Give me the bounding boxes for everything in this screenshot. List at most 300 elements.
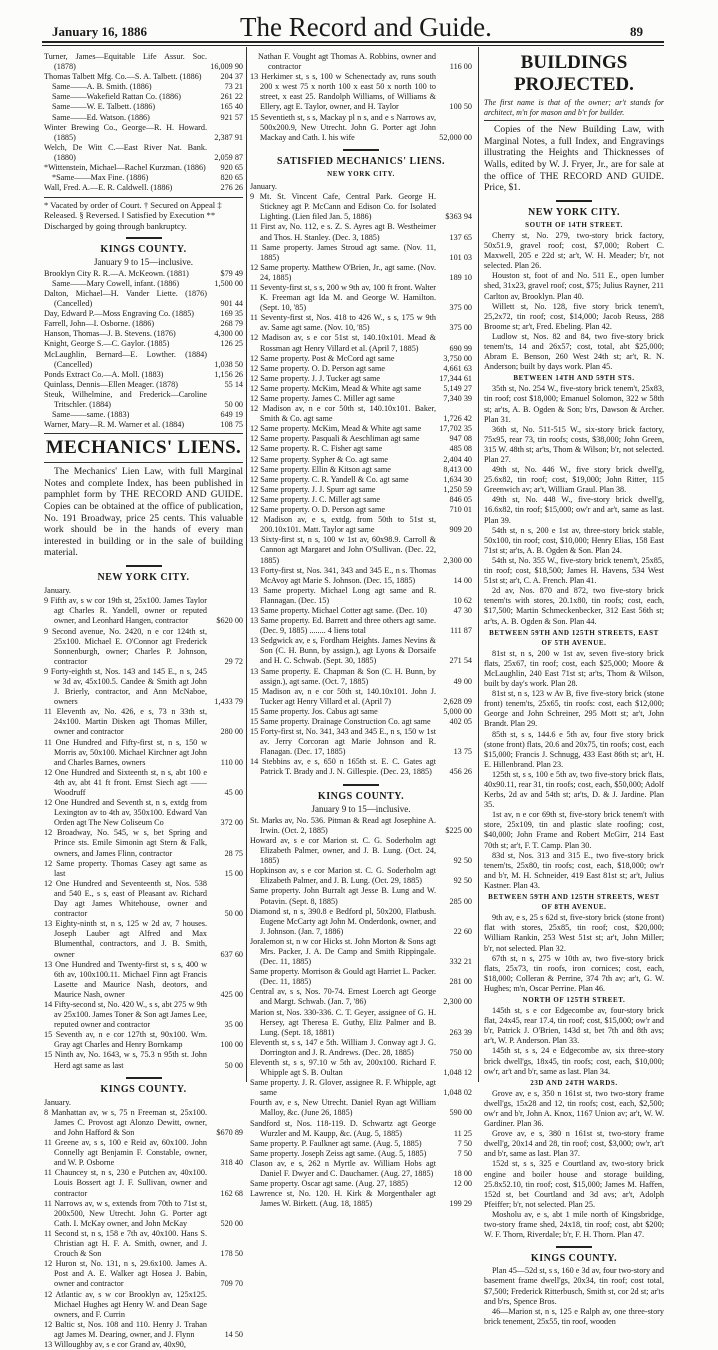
entry-text: 12 Same property. C. R. Yandell & Co. agt same xyxy=(250,474,409,484)
entry-text: Howard av, s e cor Marion st. C. G. Soderholm agt Elizabeth Palmer, owner, and J. B. Lung. (Oct. 24, 1885) xyxy=(250,835,436,866)
district-heading: BETWEEN 14TH AND 59TH STS. xyxy=(513,374,635,383)
entry-text: 12 Madison av, s e cor 51st st, 140.10x101. Mead & Rossman agt Henry Villard et al. (April 7, 1885) xyxy=(250,333,436,353)
entry-amount: 318 40 xyxy=(220,1158,243,1168)
entry-amount: 920 65 xyxy=(220,163,243,173)
entry-text: 13 Willoughby av, s e cor Grand av, 40x90, xyxy=(44,1339,186,1349)
separator-rule xyxy=(126,565,162,567)
building-entry: 81st st, n s, 200 w 1st av, seven five-story brick flats, 25x67, tin roof; cost, each $25,000; Moore & McLaughlin, 240 East 71st st; ar'ts, Thom & Wilson, built by day's work. Plan 28. xyxy=(484,648,664,689)
entry xyxy=(250,475,472,485)
entry xyxy=(250,434,472,444)
entry-amount: 909 20 xyxy=(449,525,472,535)
subsection-heading: NEW YORK CITY. xyxy=(528,206,620,218)
entry xyxy=(250,1058,472,1078)
entry-text: Same——W. E. Talbett. (1886) xyxy=(52,102,156,112)
entry-amount: 1,038 50 xyxy=(214,359,243,369)
entry-text: 14 Stebbins av, e s, 650 n 165th st. E. C. Gates agt Patrick T. Brady and J. N. Gillespie. (Dec. 23, 1885) xyxy=(250,757,436,777)
entry-amount: 8,413 00 xyxy=(443,464,472,474)
entry xyxy=(250,515,472,535)
entry xyxy=(44,1259,243,1289)
entry-text: 11 Greene av, s s, 100 e Reid av, 60x100. John Connelly agt Benjamin F. Constable, owner, and W. P. Osborne xyxy=(44,1138,207,1168)
entry-amount: 1,048 02 xyxy=(443,1088,472,1098)
entry xyxy=(250,1159,472,1179)
entry-text: Day, Edward P.—Moss Engraving Co. (1885) xyxy=(44,309,195,319)
entry-text: 13 Same property. Michael Long agt same and R. Flannagan. (Dec. 15) xyxy=(250,585,436,605)
entry-text: 13 Forty-first st, Nos. 341, 343 and 345 E., n s. Thomas McAvoy agt Marie S. Johnson. (Dec. 15, 1885) xyxy=(250,565,436,585)
separator-rule xyxy=(556,1246,592,1248)
entry xyxy=(250,283,472,313)
entry-text: Dalton, Michael—H. Vander Liette. (1876) (Cancelled) xyxy=(44,288,207,309)
column-divider xyxy=(478,47,479,1082)
entry-amount: 3,750 00 xyxy=(443,353,472,363)
entry-text: 12 Same property. J. J. Spurr agt same xyxy=(250,484,376,494)
entry xyxy=(44,667,243,707)
entry-amount: 100 00 xyxy=(220,1040,243,1050)
entry xyxy=(44,410,243,420)
entry-amount: 7,340 39 xyxy=(443,394,472,403)
district-heading: 23D AND 24TH WARDS. xyxy=(530,1078,618,1087)
entry-amount: 590 00 xyxy=(449,1108,472,1118)
entry-text: Same property. Oscar agt same. (Aug. 27, 1885) xyxy=(250,1179,408,1189)
entry xyxy=(250,374,472,384)
entry-amount: 100 50 xyxy=(449,102,472,112)
entry xyxy=(250,113,472,143)
entry-amount: 29 72 xyxy=(224,656,243,666)
entry-text: 9 Fifth av, s w cor 19th st, 25x100. James Taylor agt Charles R. Yandell, owner or reputed owner, and Leonhard Hangen, contractor xyxy=(44,596,207,626)
entry-amount: 1,156 26 xyxy=(214,369,243,379)
entry-amount: 17,344 61 xyxy=(439,373,472,383)
entry-text: 12 Madison av, n e cor 50th st, 140.10x101. Baker, Smith & Co. agt same xyxy=(250,404,436,424)
entry-text: 13 Eighty-ninth st, n s, 125 w 2d av, 7 houses. Joseph Lauber agt Alfred and Max Blumenthal, contractors, and J. B. Smith, owner xyxy=(44,919,207,959)
district-heading: BETWEEN 59TH AND 125TH STREETS, WEST OF 8TH AVENUE. xyxy=(488,893,660,912)
entry-amount: 710 01 xyxy=(449,505,472,515)
entry-text: 13 Same property. Michael Cotter agt same. (Dec. 10) xyxy=(250,605,428,615)
entry-text: 9 Second avenue, No. 2420, n e cor 124th st, 25x100. Michael E. O'Connor agt Frederick Sonnenburgh, owner; Charles P. Johnson, contractor xyxy=(44,626,207,666)
entry-text: 11 Narrows av, w s, extends from 70th to 71st st, 200x500, New Utrecht. John G. Porter agt Cath. I. McKay owner, and John McKay xyxy=(44,1198,207,1228)
entry-text: Joralemon st, n w cor Hicks st. John Morton & Sons agt Mrs. Packer, J. A. De Camp and Smith Rippingale. (Dec. 11, 1885) xyxy=(250,936,436,967)
entry xyxy=(250,1139,472,1149)
entry-text: Ponds Extract Co.—A. Moll. (1883) xyxy=(44,369,164,379)
entry-amount: 901 44 xyxy=(220,299,243,309)
entry-text: Wall, Fred. A.—E. R. Caldwell. (1886) xyxy=(44,183,173,193)
entry-amount: 375 00 xyxy=(449,303,472,313)
entry xyxy=(250,886,472,906)
entry-text: 11 Eleventh av, No. 426, e s, 73 n 33th st, 24x100. Martin Disken agt Thomas Miller, owner and contractor xyxy=(44,707,207,737)
entry-text: 12 Same property. McKim, Mead & White agt same xyxy=(250,383,422,393)
entry xyxy=(250,616,472,636)
entry-amount: 372 00 xyxy=(220,818,243,828)
entry xyxy=(44,102,243,112)
entry-amount: 1,500 00 xyxy=(214,278,243,288)
section-heading: BUILDINGS PROJECTED. xyxy=(514,52,634,95)
entry-text: Warner, Mary—R. M. Warner et al. (1884) xyxy=(44,420,185,430)
entry xyxy=(250,707,472,717)
entry-amount: 17,702 35 xyxy=(439,424,472,434)
entry-amount: 11 25 xyxy=(453,1128,472,1138)
entry-text: 12 Same property. O. D. Person agt same xyxy=(250,505,385,515)
entry xyxy=(44,113,243,123)
subsection-heading: SATISFIED MECHANICS' LIENS. xyxy=(276,155,446,167)
entry xyxy=(44,1168,243,1198)
entry-amount: 261 22 xyxy=(220,92,243,102)
month-label: January. xyxy=(250,182,277,192)
column-divider xyxy=(246,47,247,1082)
entry-text: 15 Ninth av, No. 1643, w s, 75.3 n 95th st. John Herd agt same as last xyxy=(44,1050,207,1070)
separator-rule xyxy=(126,237,162,239)
entry-amount: 14 50 xyxy=(224,1329,243,1339)
entry-amount: 4,300 00 xyxy=(214,329,243,339)
entry-amount: 649 19 xyxy=(220,410,243,420)
entry-amount: 2,300 00 xyxy=(443,555,472,565)
entry-amount: 2,387 91 xyxy=(214,132,243,142)
entry xyxy=(44,370,243,380)
entry-amount: 47 30 xyxy=(453,605,472,615)
entry-text: Same property. Morrison & Gould agt Harriet L. Packer. (Dec. 11, 1885) xyxy=(250,967,436,987)
entry xyxy=(250,444,472,454)
entry-text: 12 One Hundred and Seventeenth st, Nos. 538 and 540 E., s s, east of Pleasant av. Richard Day agt James Whitehouse, owner and contractor xyxy=(44,878,207,919)
entry xyxy=(250,455,472,465)
entry-amount: 271 54 xyxy=(449,656,472,666)
entry xyxy=(250,1149,472,1159)
entry-text: 12 Same property. J. J. Tucker agt same xyxy=(250,373,380,383)
entry-text: Same property. Joseph Zeiss agt same. (Aug. 5, 1885) xyxy=(250,1148,427,1158)
entry-amount: 456 26 xyxy=(449,767,472,777)
entry-text: *Wittenstein, Michael—Rachel Kurzman. (1886) xyxy=(44,163,206,173)
entry-amount: 92 50 xyxy=(453,876,472,886)
building-entry: 145th st, s e cor Edgecombe av, four-story brick flat, 24x45, rear 17.4, tin roof; cost, $15,000; ow'r and b'r, Patrick J. O'Brien, 143d st, bet 7th and 8th avs; ar't, W. P. Anderson. Plan 33. xyxy=(484,1006,664,1046)
entry-amount: 13 75 xyxy=(453,747,472,757)
entry-text: Same——Ed. Watson. (1886) xyxy=(52,112,150,122)
entry-amount: 162 68 xyxy=(220,1188,243,1198)
entry xyxy=(44,380,243,390)
entry-text: 12 Same property. James C. Miller agt same xyxy=(250,394,395,403)
entry-amount: 921 57 xyxy=(220,112,243,122)
entry-amount: 50 00 xyxy=(224,1060,243,1070)
entry-text: 9 Forty-eighth st, Nos. 143 and 145 E., n s, 245 w 3d av, 45x100.5. Candee & Smith agt John J. Brierly, contractor, and Ann McNaboe, owners xyxy=(44,666,207,707)
building-entry: 125th st, s s, 100 e 5th av, two five-story brick flats, 40x90.11, rear 31, tin roofs; cost, each, $50,000; Adolf Kerbs, 2d av and 54th st; ar'ts, D. & J. Jardine. Plan 35. xyxy=(484,769,664,810)
subsection-heading: KINGS COUNTY. xyxy=(100,243,187,255)
entry-text: Knight, George S.—C. Gaylor. (1885) xyxy=(44,339,170,349)
district-heading: NORTH OF 125TH STREET. xyxy=(522,995,626,1004)
entry-text: 15 Forty-first st, No. 341, 343 and 345 E., n s, 150 w 1st av. Jerry Corcoran agt Marie Johnson and R. Flanagan. (Dec. 17, 1885) xyxy=(250,727,436,757)
building-entry: 85th st, s s, 144.6 e 5th av, four five story brick (stone front) flats, 20.6 and 20x75, tin roofs; cost, each $15,000; Francis J. Schnugg, 433 East 86th st; ar't, H. E. Hillenbrand. Plan 23. xyxy=(484,729,664,769)
entry xyxy=(250,687,472,707)
footnote: * Vacated by order of Court. † Secured on Appeal ‡ Released. § Reversed. ‖ Satisfied by Execution ** Discharged by going through bankruptcy. xyxy=(44,197,243,230)
entry xyxy=(44,1050,243,1070)
entry-text: 12 One Hundred and Sixteenth st, n s, abt 100 e 4th av, abt 41 ft front. Ernst Siech agt —— Woodruff xyxy=(44,767,207,797)
building-entry: Grove av, e s, 380 n 161st st, two-story frame dwell'g, 20x14 and 28, tin roof; cost, $3,000; ow'r, ar't and b'r, same as last. Plan 37. xyxy=(484,1129,664,1159)
entry xyxy=(250,263,472,283)
entry xyxy=(250,1098,472,1118)
entry-text: Welch, De Witt C.—East River Nat. Bank. (1880) xyxy=(44,142,207,162)
column-satisfied-liens xyxy=(250,52,472,1209)
building-entry: 54th st, n s, 200 e 1st av, three-story brick stable, 50x100, tin roof; cost, $10,000; Henry Elias, 158 East 71st st; ar'ts, A. B. Ogden & Son. Plan 24. xyxy=(484,525,664,555)
building-entry: Plan 45—52d st, s s, 160 e 3d av, four two-story and basement frame dwell'gs, 20x34, tin roof; cost total, $7,500; Frederick Ritterbusch, Smith st, cor 2d st; ar'ts and b'rs, Spence Bros. xyxy=(484,1266,664,1306)
entry-text: 12 Huron st, No. 131, n s, 29.6x100. James A. Post and A. E. Walker agt Hosea J. Babin, owner and contractor xyxy=(44,1259,207,1289)
entry-text: McLaughlin, Bernard—E. Lowther. (1884) (Cancelled) xyxy=(44,349,207,369)
entry-text: 13 Herkimer st, s s, 100 w Schenectady av, runs south 200 x west 75 x north 100 x east 50 x north 100 to street, x east 25. Randolph Williams, of Williams & Ellery, agt E. Taylor, owner, and H. Taylor xyxy=(250,72,436,112)
entry-amount: 49 00 xyxy=(453,676,472,686)
entry-text: 12 Same property. Thomas Casey agt same as last xyxy=(44,858,207,878)
entry-text: Thomas Talbett Mfg. Co.—S. A. Talbett. (1886) xyxy=(44,72,202,82)
building-entry: 9th av, e s, 25 s 62d st, five-story brick (stone front) flat with stores, 25x85, tin roof; cost, $20,000; William Rankin, 253 West 51st st; ar't, John Miller; b'r, not selected. Plan 32. xyxy=(484,913,664,953)
entry-text: Same——A. B. Smith. (1886) xyxy=(52,82,152,92)
entry-amount: 5,149 27 xyxy=(443,383,472,393)
entry-text: Same——Wakefield Rattan Co. (1886) xyxy=(52,92,181,102)
building-entry: 36th st, No. 511-515 W., six-story brick factory, 75x95, rear 73, tin roofs; costs, $38,000; John Green, 315 W. 48th st; ar'ts, Thom & Wilson; b'r, not selected. Plan 27. xyxy=(484,424,664,464)
entry-text: 12 Same property. O. D. Person agt same xyxy=(250,363,385,373)
entry-amount: 425 00 xyxy=(220,989,243,999)
entry xyxy=(44,1000,243,1030)
building-entry: 35th st, No. 254 W., five-story brick tenem't, 25x83, tin roof; cost $18,000; Emanuel Solomon, 322 w 58th st; ar'ts, A. B. Ogden & Son; b'rs, Dawson & Archer. Plan 31. xyxy=(484,384,664,424)
entry-amount: 169 35 xyxy=(220,309,243,319)
entry xyxy=(250,1038,472,1058)
entry xyxy=(44,1290,243,1320)
entry-text: 9 Mt. St. Vincent Cafe, Central Park. George H. Stickney agt P. McCann and Edison Co. for Isolated Lighting. (Lien filed Jan. 5, 1886) xyxy=(250,192,436,222)
entry-text: Eleventh st, s s, 97.10 w 5th av, 200x100. Richard F. Whipple agt S. B. Oultan xyxy=(250,1058,436,1078)
entry-text: 11 One Hundred and Fifty-first st, n s, 150 w Morris av, 50x100. Michael Kirchner agt John and Charles Barnes, owners xyxy=(44,737,207,767)
entry xyxy=(44,92,243,102)
entry xyxy=(250,667,472,687)
entry-amount: 1,726 42 xyxy=(443,414,472,424)
entry xyxy=(44,1030,243,1050)
entry xyxy=(250,586,472,606)
entry-text: Marion st, Nos. 330-336. C. T. Geyer, assignee of G. H. Hersey, agt Theresa E. Guthy, Eliz Palmer and B. Lung. (Sept. 18, 1881) xyxy=(250,1007,436,1037)
entry-text: St. Marks av, No. 536. Pitman & Read agt Josephine A. Irwin. (Oct. 2, 1885) xyxy=(250,815,436,835)
entry xyxy=(250,333,472,353)
entry xyxy=(250,404,472,424)
entry xyxy=(44,163,243,173)
entry-amount: 189 10 xyxy=(449,272,472,282)
newspaper-title: The Record and Guide. xyxy=(240,12,492,42)
entry xyxy=(44,1320,243,1340)
page-number: 89 xyxy=(630,24,643,39)
entry-amount: 28 75 xyxy=(224,848,243,858)
entry xyxy=(250,987,472,1007)
month-label: January. xyxy=(44,1097,71,1107)
entry-amount: 2,059 87 xyxy=(214,152,243,162)
column-judgments-liens xyxy=(44,52,243,1350)
entry-text: 12 Madison av, e s, extdg. from 50th to 51st st, 200.10x101. Matt. Taylor agt same xyxy=(250,515,436,535)
month-label: January. xyxy=(44,586,71,596)
date-range: January 9 to 15—inclusive. xyxy=(311,803,411,814)
entry-amount: $670 89 xyxy=(216,1128,243,1137)
entry-amount: 137 65 xyxy=(449,232,472,242)
entry-amount: 199 29 xyxy=(449,1199,472,1209)
entry-amount: 45 00 xyxy=(224,788,243,797)
entry-amount: 263 39 xyxy=(449,1027,472,1037)
separator-rule xyxy=(556,200,592,202)
entry xyxy=(250,566,472,586)
entry-amount: 50 00 xyxy=(224,400,243,409)
entry-amount: $363 94 xyxy=(445,212,472,222)
entry xyxy=(44,596,243,626)
entry-text: 15 Same property. Jos. Cabus agt same xyxy=(250,706,378,716)
entry xyxy=(250,354,472,364)
entry xyxy=(250,907,472,937)
entry xyxy=(250,192,472,222)
entry-text: Hanson, Thomas—J. B. Stevens. (1876) xyxy=(44,329,176,339)
entry-text: 11 Chauncey st, n s, 230 e Putchen av, 40x100. Louis Bossert agt J. F. Sullivan, owner and contractor xyxy=(44,1168,207,1198)
entry xyxy=(250,243,472,263)
notice-paragraph: The Mechanics' Lien Law, with full Marginal Notes and complete Index, has been published in pamphlet form by THE RECORD AND GUIDE. Copies can be obtained at the office of publication, No. 191 Broadway, price 25 cents. This valuable work should be in the hands of every man interested in building or in the sale of building material. xyxy=(44,466,243,559)
entry-amount: 637 60 xyxy=(220,949,243,959)
entry-amount: 690 99 xyxy=(449,343,472,353)
entry xyxy=(44,82,243,92)
entry-text: Sandford st, Nos. 118-119. D. Schwartz agt George Wurzler and M. Kaupp, &c. (Aug. 5, 1885) xyxy=(250,1118,436,1138)
entry xyxy=(250,866,472,886)
entry-text: Steuk, Wilhelmine, and Frederick—Caroline Tritschler. (1884) xyxy=(44,389,207,409)
entry-text: 12 Same property. McKim, Mead & White agt same xyxy=(250,424,422,434)
entry-amount: 520 00 xyxy=(220,1218,243,1228)
entry-text: 8 Manhattan av, w s, 75 n Freeman st, 25x100. James C. Provost agt Alonzo Dewitt, owner, and John Hafford & Son xyxy=(44,1107,207,1137)
section-heading: MECHANICS' LIENS. xyxy=(44,433,243,463)
entry-text: Nathan F. Vought agt Thomas A. Robbins, owner and contractor xyxy=(258,52,436,72)
entry xyxy=(44,339,243,349)
entry-amount: 55 14 xyxy=(224,379,243,389)
entry-text: 12 Baltic st, Nos. 108 and 110. Henry J. Trahan agt James M. Dearing, owner, and J. Flynn xyxy=(44,1319,207,1339)
entry xyxy=(250,1119,472,1139)
entry-amount: 12 00 xyxy=(453,1179,472,1189)
entry xyxy=(44,960,243,1000)
entry-text: Same property. J. R. Glover, assignee R. F. Whipple, agt same xyxy=(250,1078,436,1098)
entry-text: *Same——Max Fine. (1886) xyxy=(52,173,149,183)
entry-amount: 110 00 xyxy=(220,757,243,767)
entry-text: Diamond st, n s, 390.8 e Bedford pl, 50x200, Flatbush. Eugene McCarty agt John M. Onderdonk, owner, and J. Johnson. (Jan. 7, 1886) xyxy=(250,906,436,936)
entry-amount: 332 21 xyxy=(449,957,472,967)
entry xyxy=(44,738,243,768)
entry xyxy=(44,420,243,430)
entry xyxy=(44,798,243,828)
entry-text: 12 Same property. Matthew O'Brien, Jr., agt same. (Nov. 24, 1885) xyxy=(250,262,436,282)
page-date: January 16, 1886 xyxy=(52,24,147,39)
entry xyxy=(44,1199,243,1229)
entry xyxy=(44,1108,243,1138)
entry-amount: 52,000 00 xyxy=(439,132,472,142)
separator-rule xyxy=(126,1077,162,1079)
separator-rule xyxy=(343,149,379,151)
entry xyxy=(44,390,243,410)
entry-amount: 375 00 xyxy=(449,323,472,333)
entry xyxy=(44,350,243,370)
entry xyxy=(44,319,243,329)
entry-amount: 22 60 xyxy=(453,926,472,936)
entry xyxy=(250,313,472,333)
entry-amount: 18 00 xyxy=(453,1169,472,1179)
entry xyxy=(44,919,243,959)
entry-text: Hopkinson av, s e cor Marion st. C. G. Soderholm agt Elizabeth Palmer, and J. B. Lung. (Oct. 29, 1885) xyxy=(250,866,436,886)
entry xyxy=(250,836,472,866)
entry-text: 14 Fifty-second st, No. 420 W., s s, abt 275 w 9th av 25x100. James Toner & Son agt James Lee, reputed owner and contractor xyxy=(44,999,207,1030)
entry-amount: $225 00 xyxy=(445,825,472,835)
entry-amount: 92 50 xyxy=(453,856,472,866)
building-entry: Ludlow st, Nos. 82 and 84, two five-story brick tenem'ts, 14 and 26x57; cost, total, abt $25,000; Abram E. Benson, 260 West 24th st; ar't, R. N. Anderson; built by days work. Plan 45. xyxy=(484,331,664,372)
entry-text: 12 Broadway, No. 545, w s, bet Spring and Prince sts. Emile Simonin agt Stern & Falk, owners, and James Flinn, contractor xyxy=(44,828,207,858)
entry-amount: 2,300 00 xyxy=(443,997,472,1007)
entry-amount: 111 87 xyxy=(450,626,472,636)
entry-text: Central av, s s, Nos. 70-74. Ernest Loerch agt George and Margt. Schwab. (Jan. 7, '86) xyxy=(250,987,436,1007)
entry-amount: 281 00 xyxy=(449,977,472,987)
entry-amount: 10 62 xyxy=(453,595,472,605)
entry-text: 12 Same property. Ellin & Kitson agt same xyxy=(250,464,391,474)
entry-text: Clason av, e s, 262 n Myrtle av. William Hobs agt Daniel F. Dwyer and C. Dauchamer. (Aug. 27, 1885) xyxy=(250,1158,436,1179)
building-entry: 145th st, s s, 24 e Edgecombe av, six three-story brick dwell'gs, 18x45, tin roofs; cost, each, $10,000; ow'r, ar't and b'r, same as last. Plan 34. xyxy=(484,1046,664,1076)
entry xyxy=(44,1229,243,1259)
entry xyxy=(250,636,472,666)
entry xyxy=(44,859,243,879)
entry-text: 12 Same property. Pasquali & Aeschliman agt same xyxy=(250,434,420,444)
entry-text: 12 Same property. Post & McCord agt same xyxy=(250,353,395,363)
entry-amount: 280 00 xyxy=(220,727,243,737)
header-rule xyxy=(42,41,664,43)
subsection-heading: KINGS COUNTY. xyxy=(317,790,405,802)
entry-amount: 750 00 xyxy=(449,1047,472,1057)
entry-amount: 1,433 79 xyxy=(214,697,243,707)
entry-text: 11 First av, No. 112, e s. Z. S. Ayres agt B. Westheimer and Thos. H. Stanley. (Dec. 3, 1885) xyxy=(250,222,436,242)
entry-amount: 1,250 59 xyxy=(443,484,472,494)
entry xyxy=(44,768,243,798)
entry-text: 11 Second st, n s, 158 e 7th av, 40x100. Hans S. Christian agt H. F. A. Smith, owner, and J. Crouch & Son xyxy=(44,1228,207,1259)
subsection-heading: NEW YORK CITY. xyxy=(97,572,190,584)
entry-amount: 846 05 xyxy=(449,494,472,504)
entry xyxy=(250,535,472,565)
notice-paragraph: Copies of the New Building Law, with Marginal Notes, a full Index, and Engravings illustrating the Heights and Thicknesses of Walls, edited by W. J. Fryer, Jr., are for sale at the office of THE RECORD AND GUIDE. Price, $1. xyxy=(484,124,664,194)
entry-text: Fourth av, e s, New Utrecht. Daniel Ryan agt William Malloy, &c. (June 26, 1885) xyxy=(250,1098,436,1118)
entry-amount: $79 49 xyxy=(220,268,243,278)
entry-amount: 1,048 12 xyxy=(443,1068,472,1078)
entry-amount: 178 50 xyxy=(220,1249,243,1259)
entry-text: Same——Mary Cowell, infant. (1886) xyxy=(52,278,180,288)
legend-note: The first name is that of the owner; ar't stands for architect, m'n for mason and b'r for builder. xyxy=(484,98,664,121)
building-entry: 49th st, No. 448 W., five-story brick dwell'g, 16.6x82, tin roof; $15,000; ow'r and ar't, same as last. Plan 39. xyxy=(484,495,664,525)
entry xyxy=(44,1138,243,1168)
entry xyxy=(250,937,472,967)
district-heading: BETWEEN 59TH AND 125TH STREETS, EAST OF 5TH AVENUE. xyxy=(489,628,659,647)
entry-text: 15 Same property. Drainage Construction Co. agt same xyxy=(250,717,431,726)
entry-amount: 4,661 63 xyxy=(443,363,472,373)
entry-amount: 820 65 xyxy=(220,173,243,183)
entry-text: Lawrence st, No. 120. H. Kirk & Morgenthaler agt James W. Birkett. (Aug. 18, 1885) xyxy=(250,1189,436,1209)
building-entry: Mosholu av, e s, abt 1 mile north of Kingsbridge, two-story frame shed, 24x18, tin roof; cost, abt $200; W. F. Thorn, Riverdale; b'r, F. H. Thorn. Plan 47. xyxy=(484,1209,664,1240)
entry-text: 13 Same property. E. Chapman & Son (C. H. Bunn, by assign.), agt same. (Oct. 7, 1885) xyxy=(250,666,436,686)
entry-amount: 14 00 xyxy=(453,575,472,585)
subsection-heading: KINGS COUNTY. xyxy=(100,1083,187,1095)
entry xyxy=(250,967,472,987)
entry-text: 11 Seventy-first st, Nos. 418 to 426 W., s s, 175 w 9th av. Same agt same. (Nov. 10, '85) xyxy=(250,313,436,333)
entry-amount: 2,628 09 xyxy=(443,696,472,706)
entry-amount: 35 00 xyxy=(224,1020,243,1030)
entry-text: Turner, James—Equitable Life Assur. Soc. (1878) xyxy=(44,52,207,72)
entry-text: Same property. John Burralt agt Jesse B. Lung and W. Potavin. (Sept. 8, 1885) xyxy=(250,886,436,906)
entry xyxy=(250,1008,472,1038)
entry-amount: 1,634 30 xyxy=(443,474,472,484)
building-entry: Cherry st, No. 279, two-story brick factory, 50x51.9, gravel roof; cost, $7,000; Robert C. Maxwell, 205 e 22d st; ar't, W. H. Meader; b'r, not selected. Plan 26. xyxy=(484,230,664,271)
entry-text: 15 Madison av, n e cor 50th st, 140.10x101. John J. Tucker agt Henry Villard et al. (April 7) xyxy=(250,686,436,706)
entry xyxy=(250,1189,472,1209)
entry-text: Quinlass, Dennis—Ellen Meager. (1878) xyxy=(44,379,178,389)
entry-text: 13 One Hundred and Twenty-first st, s s, 400 w 6th av, 100x100.11. Michael Finn agt Francis Lasette and Maurice Nash, deotors, and Maurice Nash, owner xyxy=(44,959,207,999)
entry-text: Eleventh st, s s, 147 e 5th. William J. Conway agt J. G. Dorrington and J. R. Andrews. (Dec. 28, 1885) xyxy=(250,1037,436,1057)
entry-amount: $620 00 xyxy=(216,616,243,626)
entry xyxy=(44,309,243,319)
entry xyxy=(44,72,243,82)
entry-text: 11 Seventy-first st, s s, 200 w 9th av, 100 ft front. Walter K. Freeman agt Ida M. and George W. Hamilton. (Sept. 10, '85) xyxy=(250,282,436,313)
district-heading: SOUTH OF 14TH STREET. xyxy=(525,220,623,229)
entry xyxy=(250,1179,472,1189)
date-range: January 9 to 15—inclusive. xyxy=(94,256,193,267)
entry-text: 12 Same property. R. C. Fisher agt same xyxy=(250,444,383,454)
entry xyxy=(250,394,472,404)
entry xyxy=(250,222,472,242)
